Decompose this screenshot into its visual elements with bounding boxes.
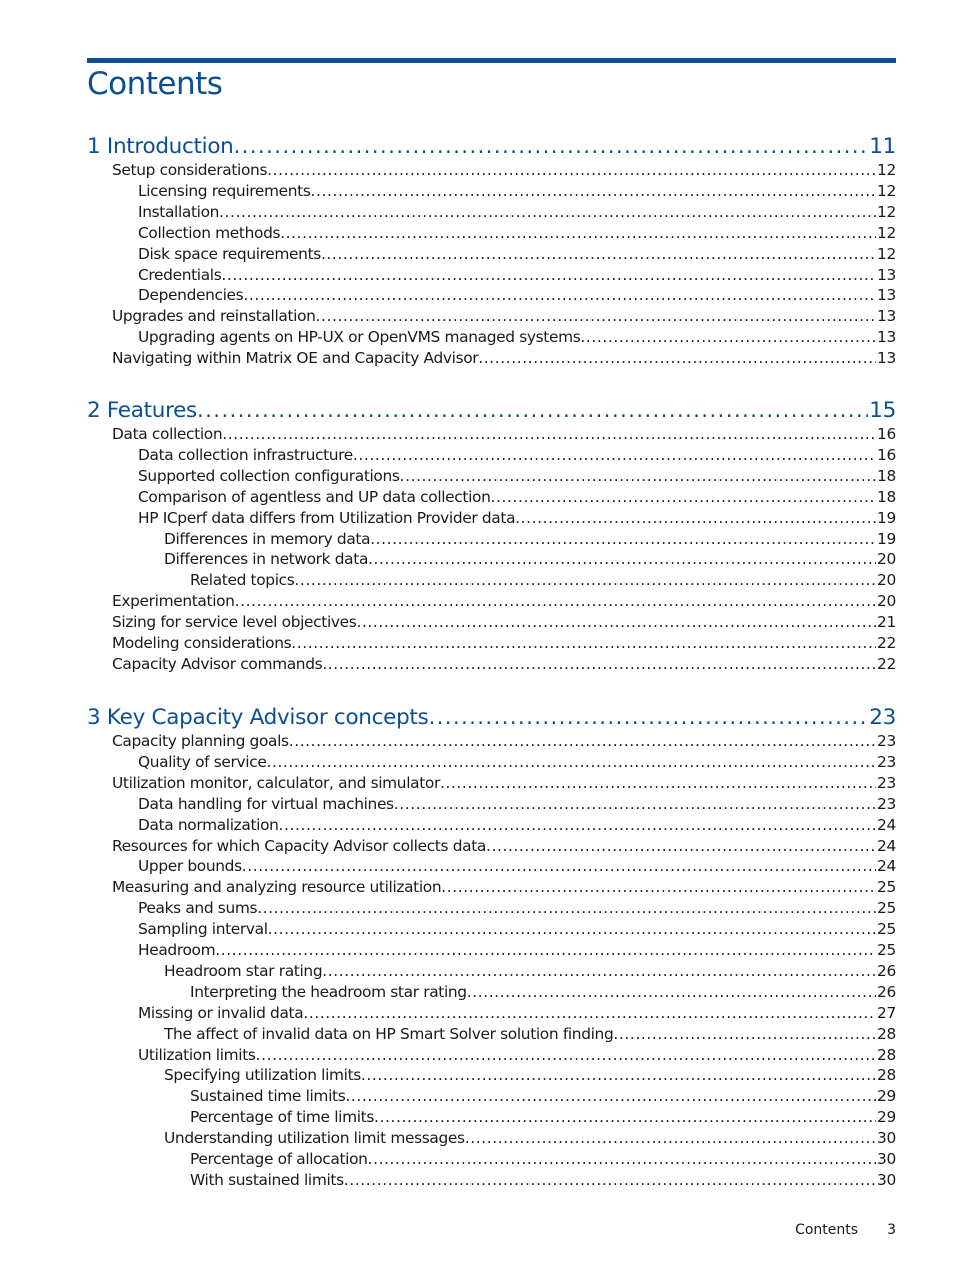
toc-page-number: 25	[877, 878, 896, 897]
toc-page-number: 23	[877, 752, 896, 771]
toc-dot-leader	[316, 306, 876, 327]
toc-entry[interactable]	[164, 1128, 896, 1149]
toc-entry[interactable]	[138, 223, 896, 244]
toc-page-number: 27	[877, 1003, 896, 1022]
toc-page-number: 13	[877, 265, 896, 284]
toc-page-number: 13	[877, 286, 896, 305]
header-rule	[87, 58, 896, 63]
toc-entry-title: Dependencies	[138, 286, 244, 305]
toc-entry-title: Sustained time limits	[190, 1087, 346, 1106]
toc-entry[interactable]	[112, 348, 896, 369]
toc-page-number: 25	[877, 899, 896, 918]
toc-entry-title: Specifying utilization limits	[164, 1066, 361, 1085]
toc-entry[interactable]	[112, 306, 896, 327]
toc-entry[interactable]	[138, 815, 896, 836]
toc-dot-leader	[215, 940, 876, 961]
toc-dot-leader	[353, 445, 876, 466]
toc-chapter-entry[interactable]	[87, 133, 896, 161]
toc-entry[interactable]	[112, 731, 896, 752]
toc-entry[interactable]	[138, 508, 896, 529]
toc-entry[interactable]	[112, 160, 896, 181]
toc-entry[interactable]	[138, 285, 896, 306]
toc-entry[interactable]	[164, 1024, 896, 1045]
toc-entry-title: Disk space requirements	[138, 244, 321, 263]
toc-dot-leader	[428, 704, 868, 732]
toc-dot-leader	[267, 160, 876, 181]
toc-dot-leader	[361, 1065, 876, 1086]
toc-page-number: 23	[877, 794, 896, 813]
toc-entry[interactable]	[190, 982, 896, 1003]
toc-entry-title: Capacity Advisor commands	[112, 654, 323, 673]
toc-chapter-entry[interactable]	[87, 397, 896, 425]
toc-dot-leader	[280, 223, 876, 244]
toc-entry-title: Upper bounds	[138, 857, 242, 876]
toc-dot-leader	[221, 265, 876, 286]
toc-entry-title: Supported collection configurations	[138, 466, 400, 485]
toc-entry-title: Installation	[138, 202, 220, 221]
toc-page-number: 16	[877, 425, 896, 443]
toc-entry[interactable]	[112, 591, 896, 612]
toc-dot-leader	[440, 773, 876, 794]
toc-entry[interactable]	[112, 633, 896, 654]
toc-entry[interactable]	[138, 244, 896, 265]
toc-entry[interactable]	[138, 466, 896, 487]
toc-page-number: 12	[877, 202, 896, 221]
toc-dot-leader	[219, 202, 876, 223]
toc-entry-title: Data normalization	[138, 815, 279, 834]
toc-dot-leader	[322, 654, 876, 675]
toc-dot-leader	[256, 1045, 876, 1066]
toc-entry-title: Differences in memory data	[164, 529, 371, 548]
toc-page-number: 12	[877, 181, 896, 200]
toc-entry[interactable]	[164, 961, 896, 982]
toc-entry[interactable]	[164, 549, 896, 570]
toc-entry-title: Data collection infrastructure	[138, 445, 353, 464]
toc-dot-leader	[303, 1003, 876, 1024]
toc-entry[interactable]	[190, 570, 896, 591]
toc-entry[interactable]	[138, 265, 896, 286]
toc-dot-leader	[257, 898, 876, 919]
toc-entry-title: Missing or invalid data	[138, 1003, 304, 1022]
toc-entry[interactable]	[138, 898, 896, 919]
toc-entry[interactable]	[112, 612, 896, 633]
toc-dot-leader	[243, 285, 876, 306]
toc-page-number: 28	[877, 1066, 896, 1085]
toc-entry-title: Licensing requirements	[138, 181, 311, 200]
toc-dot-leader	[235, 591, 876, 612]
toc-entry-title: Resources for which Capacity Advisor collects data	[112, 836, 486, 855]
toc-dot-leader	[613, 1024, 876, 1045]
toc-page-number: 28	[877, 1045, 896, 1064]
toc-entry-title: Measuring and analyzing resource utilization	[112, 878, 442, 897]
toc-dot-leader	[441, 877, 876, 898]
toc-page-number: 20	[877, 571, 896, 590]
toc-chapter-entry[interactable]	[87, 704, 896, 732]
toc-page-number: 29	[877, 1087, 896, 1106]
toc-entry[interactable]	[138, 202, 896, 223]
toc-entry[interactable]	[138, 794, 896, 815]
toc-entry[interactable]	[190, 1107, 896, 1128]
toc-page-number: 23	[877, 732, 896, 750]
toc-entry[interactable]	[190, 1170, 896, 1191]
toc-dot-leader	[580, 327, 876, 348]
toc-entry[interactable]	[112, 654, 896, 675]
toc-entry-title: Experimentation	[112, 592, 235, 611]
toc-dot-leader	[234, 133, 869, 161]
toc-entry-title: Interpreting the headroom star rating	[190, 982, 467, 1001]
toc-entry[interactable]	[138, 181, 896, 202]
toc-entry-title: Headroom star rating	[164, 961, 323, 980]
toc-dot-leader	[486, 836, 876, 857]
toc-page-number: 25	[877, 920, 896, 939]
toc-entry-title: Comparison of agentless and UP data collection	[138, 487, 491, 506]
toc-page-number: 23	[869, 705, 896, 730]
toc-page-number: 12	[877, 161, 896, 179]
toc-dot-leader	[322, 961, 876, 982]
toc-entry[interactable]	[138, 1045, 896, 1066]
toc-entry-title: Differences in network data	[164, 550, 369, 569]
toc-entry-title: Percentage of allocation	[190, 1150, 368, 1168]
toc-page-number: 19	[877, 529, 896, 548]
toc-entry-title: Data handling for virtual machines	[138, 794, 394, 813]
toc-page-number: 11	[869, 134, 896, 159]
toc-entry-title: Percentage of time limits	[190, 1108, 374, 1127]
toc-entry-title: Navigating within Matrix OE and Capacity Advisor	[112, 349, 479, 368]
toc-entry-title: Peaks and sums	[138, 899, 258, 918]
toc-dot-leader	[279, 815, 876, 836]
toc-page-number: 20	[877, 550, 896, 569]
footer-label: Contents	[795, 1222, 859, 1238]
toc-entry[interactable]	[190, 1086, 896, 1107]
toc-page-number: 30	[877, 1170, 896, 1189]
toc-entry[interactable]	[138, 752, 896, 773]
toc-entry-title: 3 Key Capacity Advisor concepts	[87, 705, 429, 730]
toc-page-number: 18	[877, 487, 896, 506]
toc-entry[interactable]	[112, 877, 896, 898]
toc-page-number: 23	[877, 773, 896, 792]
toc-page-number: 29	[877, 1108, 896, 1127]
toc-dot-leader	[491, 487, 877, 508]
toc-dot-leader	[291, 633, 876, 654]
toc-page-number: 13	[877, 349, 896, 368]
toc-entry-title: The affect of invalid data on HP Smart Solver solution finding	[164, 1024, 614, 1043]
toc-dot-leader	[268, 919, 876, 940]
toc-entry-title: Understanding utilization limit messages	[164, 1129, 465, 1148]
toc-dot-leader	[374, 1107, 876, 1128]
toc-page-number: 30	[877, 1150, 896, 1168]
page-title: Contents	[87, 66, 223, 102]
toc-entry[interactable]	[138, 919, 896, 940]
toc-page-number: 19	[877, 508, 896, 527]
toc-entry-title: Utilization limits	[138, 1045, 256, 1064]
toc-entry[interactable]	[112, 836, 896, 857]
toc-entry[interactable]	[112, 773, 896, 794]
toc-dot-leader	[478, 348, 876, 369]
toc-page-number: 15	[869, 398, 896, 423]
toc-dot-leader	[294, 570, 876, 591]
toc-entry[interactable]	[164, 1065, 896, 1086]
toc-entry-title: Credentials	[138, 265, 222, 284]
toc-page-number: 13	[877, 307, 896, 326]
toc-entry[interactable]	[138, 1003, 896, 1024]
toc-page-number: 16	[877, 445, 896, 464]
toc-entry[interactable]	[138, 445, 896, 466]
toc-dot-leader	[321, 244, 876, 265]
toc-entry-title: With sustained limits	[190, 1170, 344, 1189]
toc-entry-title: 2 Features	[87, 398, 197, 423]
toc-entry-title: Upgrading agents on HP-UX or OpenVMS managed systems	[138, 328, 581, 347]
toc-entry[interactable]	[138, 487, 896, 508]
toc-dot-leader	[197, 397, 868, 425]
toc-dot-leader	[515, 508, 876, 529]
toc-page-number: 22	[877, 654, 896, 673]
toc-dot-leader	[345, 1086, 876, 1107]
toc-entry-title: Quality of service	[138, 752, 267, 771]
toc-page-number: 12	[877, 223, 896, 242]
page-footer	[795, 1222, 896, 1238]
toc-entry[interactable]	[190, 1149, 896, 1170]
toc-page-number: 13	[877, 328, 896, 347]
toc-entry-title: Utilization monitor, calculator, and simulator	[112, 773, 440, 792]
toc-entry-title: Sizing for service level objectives	[112, 613, 357, 632]
toc-dot-leader	[356, 612, 876, 633]
toc-page-number: 26	[877, 961, 896, 980]
toc-entry-title: Related topics	[190, 571, 295, 590]
toc-entry[interactable]	[138, 327, 896, 348]
toc-dot-leader	[394, 794, 876, 815]
toc-entry-title: Setup considerations	[112, 161, 268, 179]
toc-dot-leader	[344, 1170, 876, 1191]
toc-page-number: 18	[877, 466, 896, 485]
toc-entry-title: Upgrades and reinstallation	[112, 307, 316, 326]
toc-entry[interactable]	[112, 424, 896, 445]
toc-entry[interactable]	[138, 856, 896, 877]
toc-entry[interactable]	[138, 940, 896, 961]
toc-dot-leader	[266, 752, 876, 773]
toc-dot-leader	[368, 549, 876, 570]
toc-page-number: 25	[877, 941, 896, 959]
toc-entry-title: HP ICperf data differs from Utilization Provider data	[138, 508, 516, 527]
toc-entry-title: Headroom	[138, 941, 216, 959]
toc-dot-leader	[222, 424, 876, 445]
toc-page-number: 21	[877, 613, 896, 632]
toc-page-number: 28	[877, 1024, 896, 1043]
toc-dot-leader	[465, 1128, 876, 1149]
toc-page-number: 20	[877, 592, 896, 611]
toc-entry[interactable]	[164, 529, 896, 550]
toc-entry-title: Sampling interval	[138, 920, 268, 939]
toc-dot-leader	[467, 982, 876, 1003]
toc-page-number: 24	[877, 836, 896, 855]
toc-page-number: 12	[877, 244, 896, 263]
toc-entry-title: Collection methods	[138, 223, 281, 242]
toc-entry-title: 1 Introduction	[87, 134, 234, 159]
toc-dot-leader	[289, 731, 876, 752]
footer-page-number: 3	[887, 1222, 896, 1238]
toc-page-number: 24	[877, 857, 896, 876]
toc-entry-title: Capacity planning goals	[112, 732, 289, 750]
toc-dot-leader	[368, 1149, 876, 1170]
toc-page-number: 22	[877, 634, 896, 652]
toc-dot-leader	[311, 181, 876, 202]
toc-page-number: 26	[877, 982, 896, 1001]
toc-dot-leader	[400, 466, 876, 487]
toc-entry-title: Modeling considerations	[112, 634, 292, 652]
toc-page-number: 30	[877, 1129, 896, 1148]
toc-dot-leader	[370, 529, 876, 550]
toc-dot-leader	[242, 856, 876, 877]
toc-entry-title: Data collection	[112, 425, 223, 443]
toc-page-number: 24	[877, 815, 896, 834]
